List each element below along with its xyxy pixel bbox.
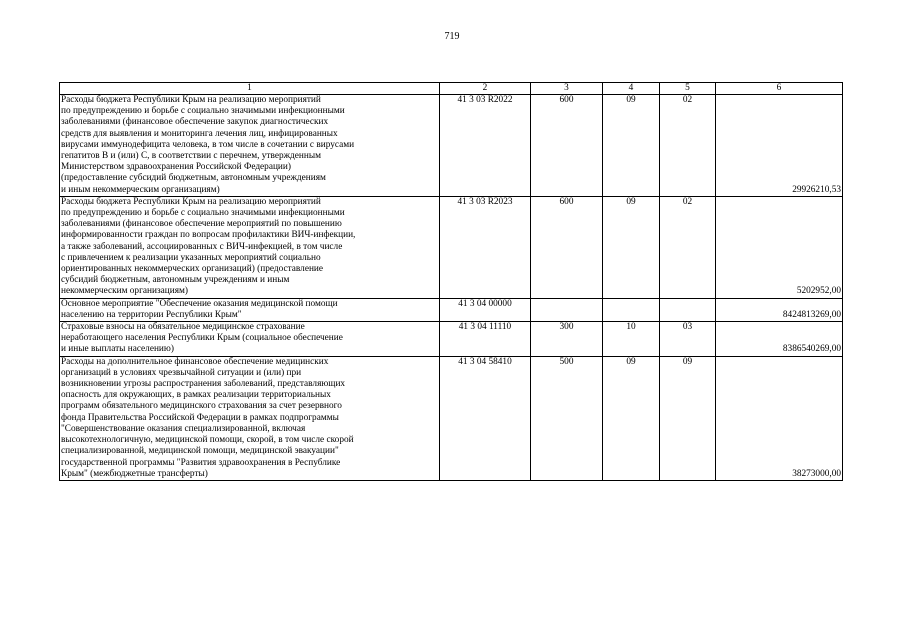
row-code: 41 3 04 58410 [440, 356, 531, 480]
row-code: 41 3 03 R2023 [440, 196, 531, 298]
row-col4: 09 [603, 356, 660, 480]
row-description: Основное мероприятие "Обеспечение оказания медицинской помощи населению на территории Республики Крым" [60, 298, 440, 321]
row-col5: 09 [660, 356, 716, 480]
column-header: 4 [603, 83, 660, 95]
row-description: Расходы бюджета Республики Крым на реализацию мероприятий по предупреждению и борьбе с социально значимыми инфекционными заболеваниями (финансовое обеспечение мероприятий по повышению информированности граждан по вопросам профилактики ВИЧ-инфекции, а также заболеваний, ассоциированных с ВИЧ-инфекцией, в том числе с привлечением к реализации указанных мероприятий социально ориентированных некоммерческих организаций) (предоставление субсидий бюджетным, автономным учреждениям и иным некоммерческим организациям) [60, 196, 440, 298]
row-col5: 02 [660, 95, 716, 197]
row-amount: 8424813269,00 [716, 298, 843, 321]
row-col5: 02 [660, 196, 716, 298]
row-code: 41 3 04 11110 [440, 322, 531, 357]
column-header: 2 [440, 83, 531, 95]
row-col3 [531, 298, 603, 321]
row-col4: 10 [603, 322, 660, 357]
column-header: 6 [716, 83, 843, 95]
column-header: 1 [60, 83, 440, 95]
row-col4: 09 [603, 196, 660, 298]
budget-table [59, 82, 843, 481]
row-code: 41 3 03 R2022 [440, 95, 531, 197]
row-col3: 600 [531, 95, 603, 197]
row-amount: 5202952,00 [716, 196, 843, 298]
row-description: Расходы на дополнительное финансовое обеспечение медицинских организаций в условиях чрезвычайной ситуации и (или) при возникновении угрозы распространения заболеваний, представляющих опасность для окружающих, в рамках реализации территориальных программ обязательного медицинского страхования за счет резервного фонда Правительства Российской Федерации в рамках подпрограммы "Совершенствование оказания специализированной, включая высокотехнологичную, медицинской помощи, скорой, в том числе скорой специализированной, медицинской помощи, медицинской эвакуации" государственной программы "Развития здравоохранения в Республике Крым" (межбюджетные трансферты) [60, 356, 440, 480]
row-description: Расходы бюджета Республики Крым на реализацию мероприятий по предупреждению и борьбе с социально значимыми инфекционными заболеваниями (финансовое обеспечение закупок диагностических средств для выявления и мониторинга лечения лиц, инфицированных вирусами иммунодефицита человека, в том числе в сочетании с вирусами гепатитов B и (или) C, в соответствии с перечнем, утвержденным Министерством здравоохранения Российской Федерации) (предоставление субсидий бюджетным, автономным учреждениям и иным некоммерческим организациям) [60, 95, 440, 197]
table-row [60, 322, 843, 357]
row-amount: 29926210,53 [716, 95, 843, 197]
table-row [60, 95, 843, 197]
column-header: 5 [660, 83, 716, 95]
row-col3: 600 [531, 196, 603, 298]
row-col3: 500 [531, 356, 603, 480]
row-col5 [660, 298, 716, 321]
table-row [60, 196, 843, 298]
row-amount: 8386540269,00 [716, 322, 843, 357]
row-amount: 38273000,00 [716, 356, 843, 480]
page-number: 719 [444, 31, 460, 42]
table-row [60, 356, 843, 480]
table-header-row [60, 83, 843, 95]
row-col4 [603, 298, 660, 321]
row-col4: 09 [603, 95, 660, 197]
column-header: 3 [531, 83, 603, 95]
row-code: 41 3 04 00000 [440, 298, 531, 321]
row-col3: 300 [531, 322, 603, 357]
table-row [60, 298, 843, 321]
row-col5: 03 [660, 322, 716, 357]
row-description: Страховые взносы на обязательное медицинское страхование неработающего населения Республики Крым (социальное обеспечение и иные выплаты населению) [60, 322, 440, 357]
